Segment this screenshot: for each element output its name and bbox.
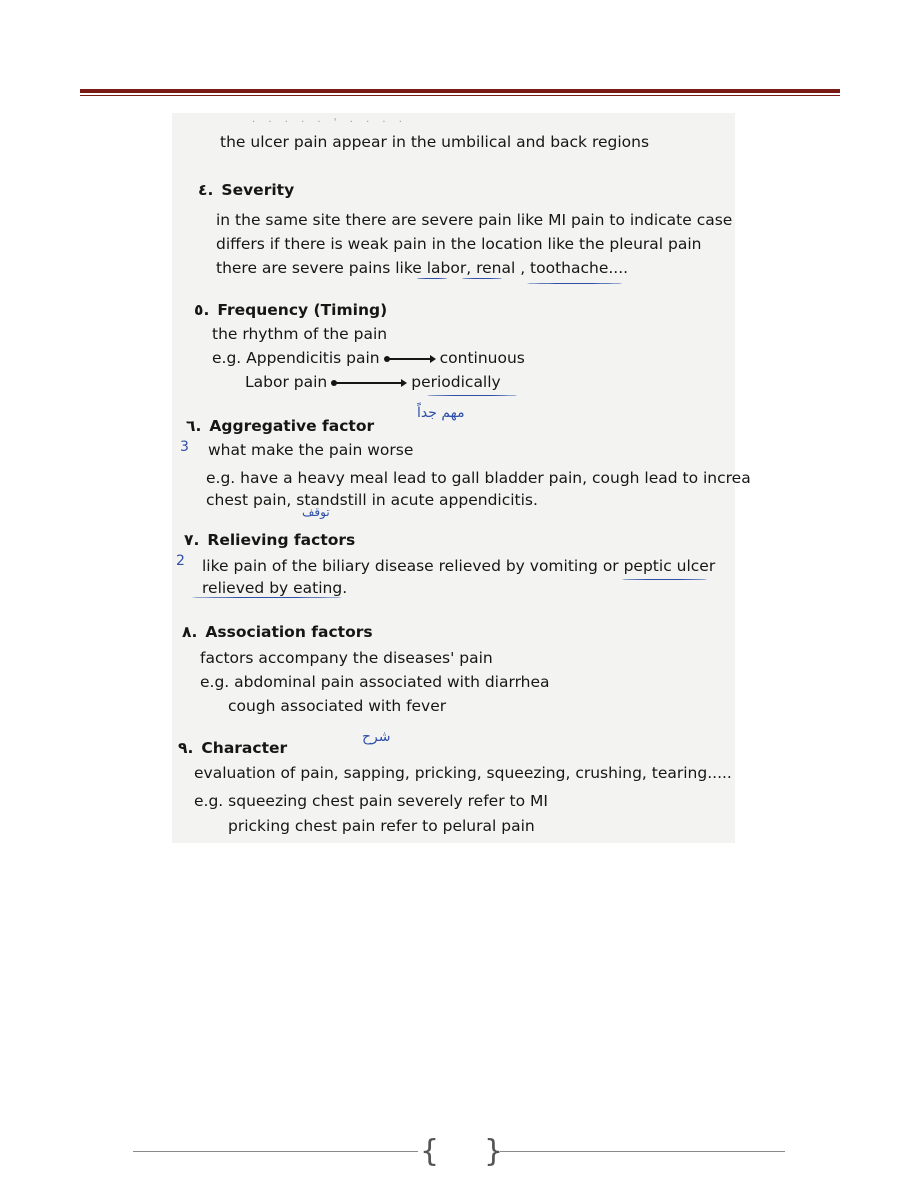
- text-line: relieved by eating.: [202, 579, 348, 597]
- text-line: what make the pain worse: [208, 441, 414, 459]
- footer-brace-right-icon: }: [484, 1134, 504, 1169]
- section-number: ٨.: [182, 623, 198, 641]
- arrow-icon: [386, 358, 434, 360]
- section-number: ٤.: [198, 181, 214, 199]
- header-rule-thin: [80, 95, 840, 96]
- example-label: e.g. Appendicitis pain: [212, 349, 380, 367]
- footer-brace-left-icon: {: [420, 1134, 440, 1169]
- section-title: Association factors: [205, 623, 373, 641]
- text-line: [212, 349, 525, 367]
- section-number: ٦.: [186, 417, 202, 435]
- section-heading-frequency: [194, 301, 387, 319]
- text-line: the ulcer pain appear in the umbilical and back regions: [220, 133, 650, 151]
- text-line: factors accompany the diseases' pain: [200, 649, 493, 667]
- section-heading-relieving: [184, 531, 355, 549]
- example-value: periodically: [411, 373, 501, 391]
- text-line: the rhythm of the pain: [212, 325, 388, 343]
- text-line: evaluation of pain, sapping, pricking, squeezing, crushing, tearing.....: [194, 764, 732, 782]
- handwritten-margin-number: 2: [176, 553, 185, 569]
- section-heading-association: [182, 623, 373, 641]
- pen-underline: [462, 278, 502, 279]
- handwritten-note: شرح: [362, 729, 391, 745]
- text-line: [245, 373, 501, 391]
- pen-underline: [427, 395, 517, 396]
- text-line: pricking chest pain refer to pelural pain: [228, 817, 535, 835]
- section-heading-character: [178, 739, 287, 757]
- text-line: e.g. squeezing chest pain severely refer to MI: [194, 792, 548, 810]
- section-title: Aggregative factor: [209, 417, 375, 435]
- text-line: in the same site there are severe pain like MI pain to indicate case: [216, 211, 733, 229]
- text-line: e.g. have a heavy meal lead to gall bladder pain, cough lead to increa: [206, 469, 751, 487]
- section-title: Character: [201, 739, 288, 757]
- pen-underline: [622, 579, 707, 580]
- handwritten-margin-number: 3: [180, 439, 189, 455]
- handwritten-note: توقف: [302, 505, 330, 519]
- section-number: ٧.: [184, 531, 200, 549]
- pen-underline: [192, 597, 342, 598]
- example-label: Labor pain: [245, 373, 328, 391]
- footer-rule-right: [500, 1151, 785, 1152]
- section-number: ٩.: [178, 739, 194, 757]
- section-heading-severity: [198, 181, 294, 199]
- pen-underline: [417, 278, 447, 279]
- pen-underline: [527, 283, 622, 284]
- footer-rule-left: [133, 1151, 418, 1152]
- example-value: continuous: [439, 349, 525, 367]
- section-number: ٥.: [194, 301, 210, 319]
- text-line: differs if there is weak pain in the location like the pleural pain: [216, 235, 702, 253]
- text-line: there are severe pains like labor, renal , toothache....: [216, 259, 629, 277]
- text-line: e.g. abdominal pain associated with diarrhea: [200, 673, 550, 691]
- section-heading-aggregative: [186, 417, 374, 435]
- arrow-icon: [333, 382, 405, 384]
- scanned-notes: [172, 113, 751, 843]
- section-title: Severity: [221, 181, 295, 199]
- text-line: cough associated with fever: [228, 697, 447, 715]
- handwritten-note: مهم جداً: [417, 405, 465, 421]
- text-line: like pain of the biliary disease relieved by vomiting or peptic ulcer: [202, 557, 716, 575]
- header-rule: [80, 89, 840, 93]
- scan-noise: · · · · · ' · · · ·: [252, 117, 407, 128]
- text-line: chest pain, standstill in acute appendicitis.: [206, 491, 538, 509]
- section-title: Relieving factors: [207, 531, 356, 549]
- section-title: Frequency (Timing): [217, 301, 388, 319]
